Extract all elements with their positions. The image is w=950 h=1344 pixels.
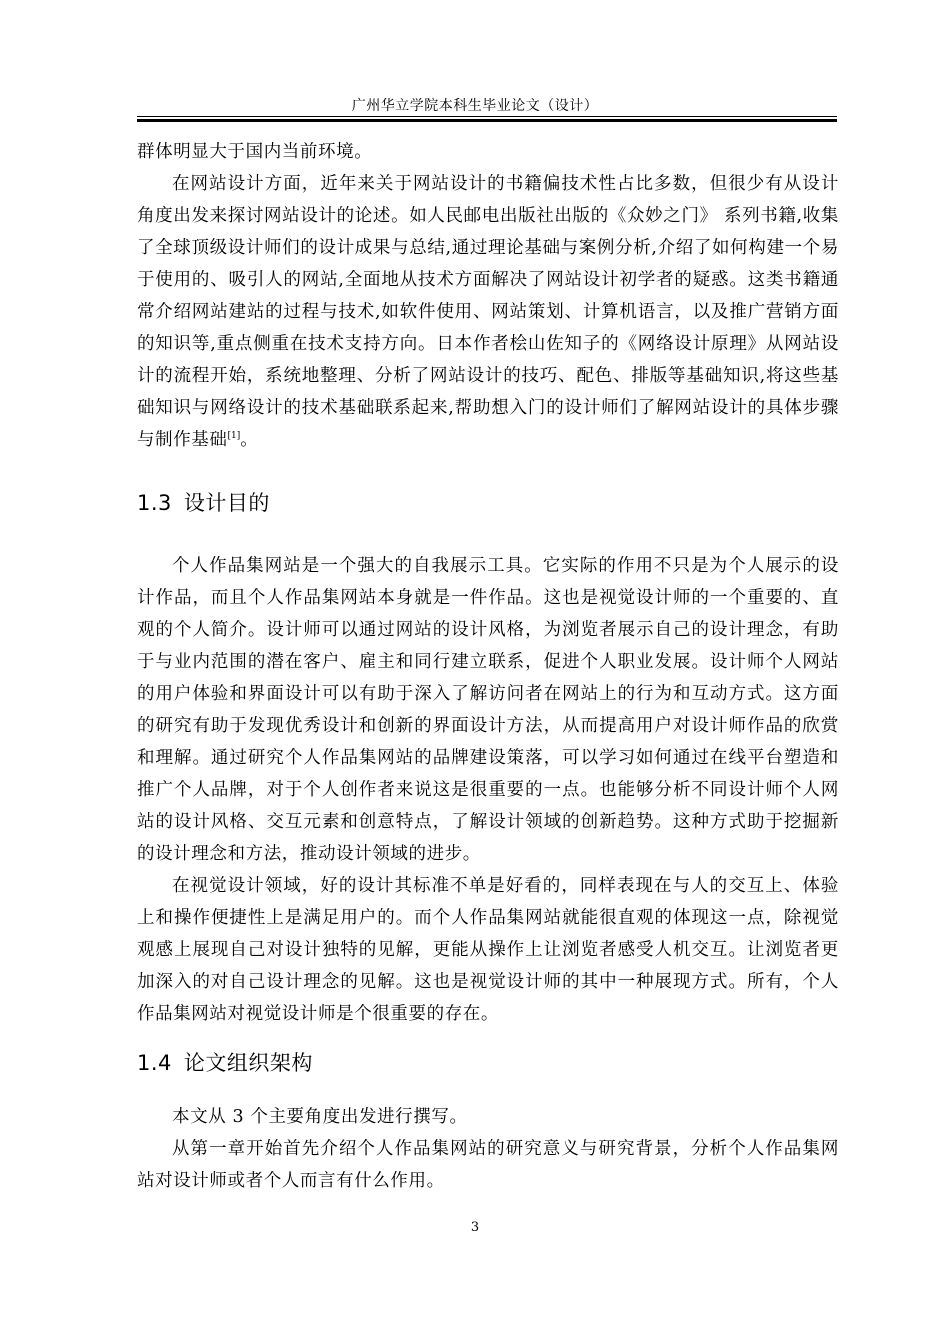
paragraph-structure-2: 从第一章开始首先介绍个人作品集网站的研究意义与研究背景，分析个人作品集网站对设计师或者个人而言有什么作用。 — [137, 1139, 839, 1191]
paragraph-books — [137, 168, 839, 456]
paragraph-purpose-1: 个人作品集网站是一个强大的自我展示工具。它实际的作用不只是为个人展示的设计作品，而且个人作品集网站本身就是一件作品。这也是视觉设计师的一个重要的、直观的个人简介。设计师可以通过网站的设计风格，为浏览者展示自己的设计理念，有助于与业内范围的潜在客户、雇主和同行建立联系，促进个人职业发展。设计师个人网站的用户体验和界面设计可以有助于深入了解访问者在网站上的行为和互动方式。这方面的研究有助于发现优秀设计和创新的界面设计方法，从而提高用户对设计师作品的欣赏和理解。通过研究个人作品集网站的品牌建设策落，可以学习如何通过在线平台塑造和推广个人品牌，对于个人创作者来说这是很重要的一点。也能够分析不同设计师个人网站的设计风格、交互元素和创意特点，了解设计领域的创新趋势。这种方式助于挖掘新的设计理念和方法，推动设计领域的进步。 — [137, 556, 839, 864]
paragraph-structure-1: 本文从 3 个主要角度出发进行撰写。 — [172, 1107, 468, 1127]
paragraph-books-end: 。 — [240, 430, 259, 450]
section-number: 1.3 — [137, 491, 172, 515]
citation-marker: [1] — [227, 431, 241, 442]
section-title: 论文组织架构 — [183, 1051, 313, 1075]
section-number: 1.4 — [137, 1051, 172, 1075]
paragraph-books-text: 在网站设计方面，近年来关于网站设计的书籍偏技术性占比多数，但很少有从设计角度出发来探讨网站设计的论述。如人民邮电出版社出版的《众妙之门》 系列书籍,收集了全球顶级设计师们的设计成果与总结,通过理论基础与案例分析,介绍了如何构建一个易于使用的、吸引人的网站,全面地从技术方面解决了网站设计初学者的疑惑。这类书籍通常介绍网站建站的过程与技术,如软件使用、网站策划、计算机语言，以及推广营销方面的知识等,重点侧重在技术支持方向。日本作者桧山佐知子的《网络设计原理》从网站设计的流程开始，系统地整理、分析了网站设计的技巧、配色、排版等基础知识,将这些基础知识与网络设计的技术基础联系起来,帮助想入门的设计师们了解网站设计的具体步骤与制作基础 — [137, 174, 839, 450]
page-content — [137, 136, 839, 1197]
page-header-title: 广州华立学院本科生毕业论文（设计） — [351, 98, 599, 114]
section-heading-1-3 — [137, 487, 839, 519]
paragraph-continued: 群体明显大于国内当前环境。 — [137, 142, 373, 162]
section-heading-1-4 — [137, 1047, 839, 1079]
paragraph-purpose-2: 在视觉设计领域，好的设计其标准不单是好看的，同样表现在与人的交互上、体验上和操作便捷性上是满足用户的。而个人作品集网站就能很直观的体现这一点，除视觉观感上展现自己对设计独特的见解，更能从操作上让浏览者感受人机交互。让浏览者更加深入的对自己设计理念的见解。这也是视觉设计师的其中一种展现方式。所有，个人作品集网站对视觉设计师是个很重要的存在。 — [137, 876, 839, 1024]
page-number: 3 — [470, 1220, 480, 1235]
section-title: 设计目的 — [183, 491, 270, 515]
header-rule-thick — [137, 119, 837, 122]
header-rule-thin — [137, 116, 837, 117]
